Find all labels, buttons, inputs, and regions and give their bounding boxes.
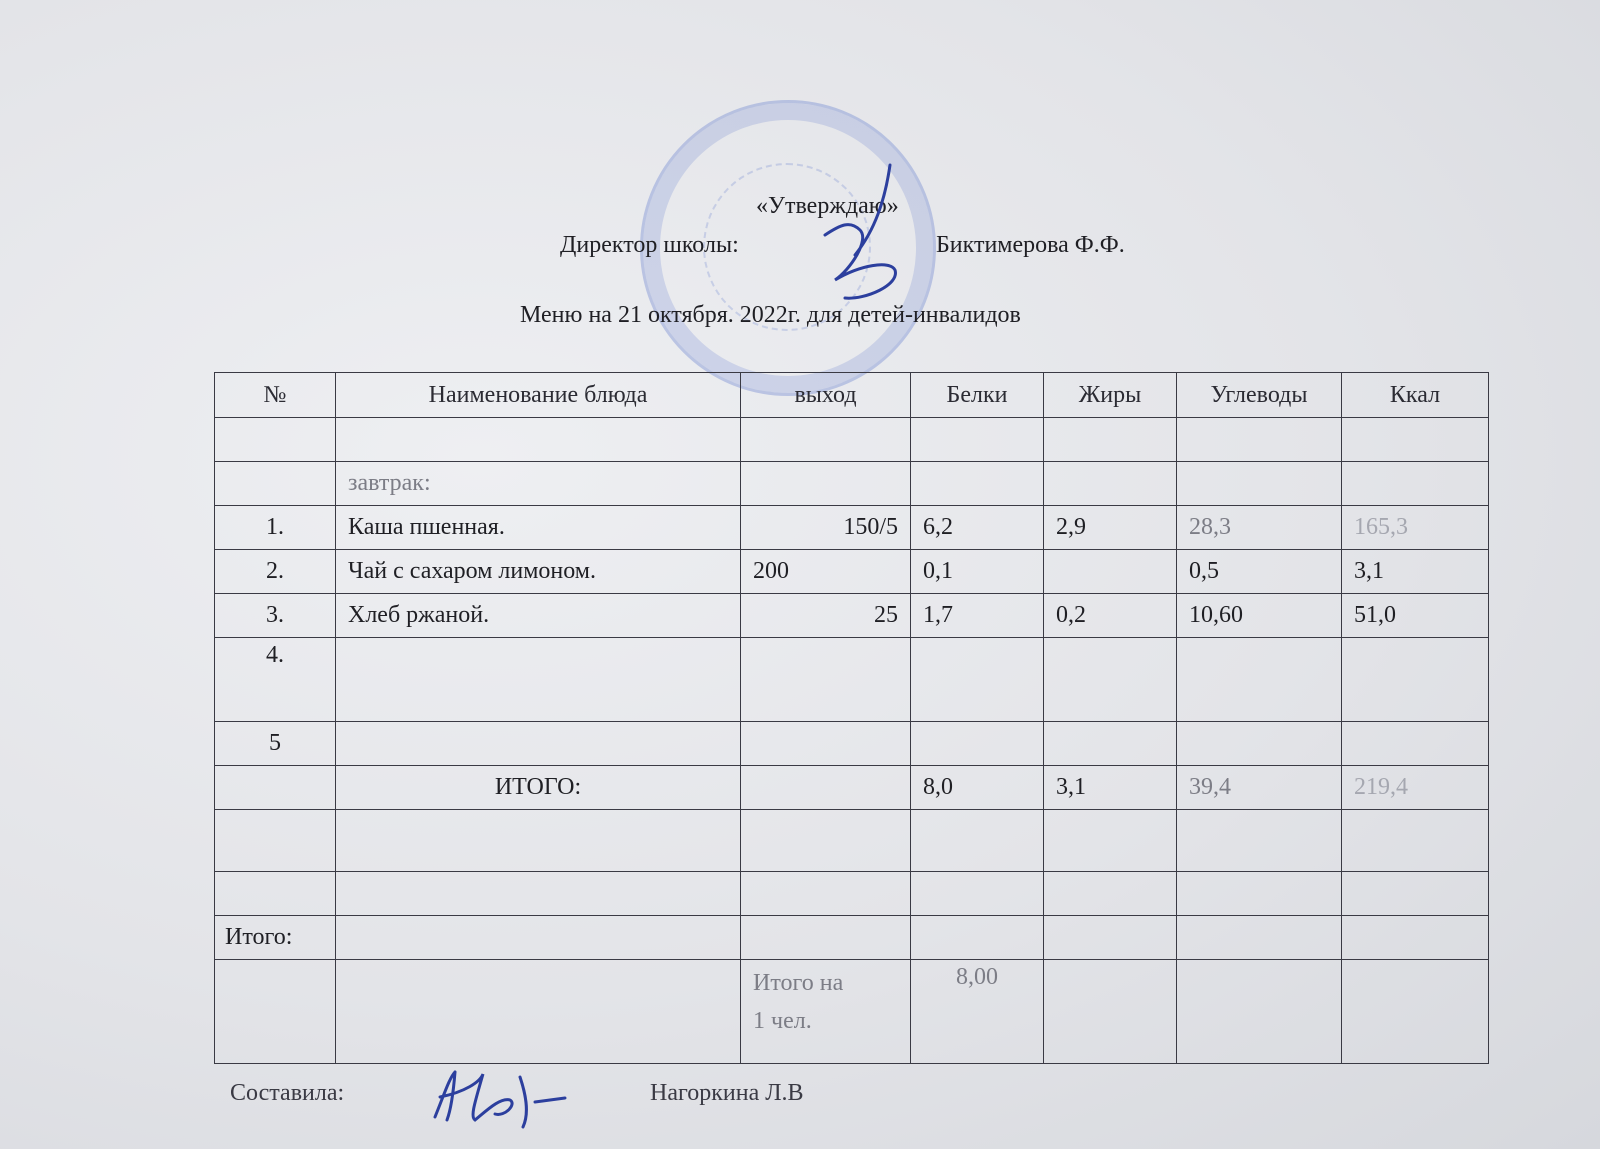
- per-person-label: [741, 960, 911, 1064]
- dish-output: 25: [741, 594, 911, 638]
- compiled-by: [230, 1080, 344, 1107]
- dish-kcal: 165,3: [1342, 506, 1489, 550]
- subtotal-fat: 3,1: [1044, 766, 1177, 810]
- per-person-label-line1: Итого на: [753, 970, 844, 996]
- dish-fat: [1044, 550, 1177, 594]
- dish-output: 200: [741, 550, 911, 594]
- col-header-name: Наименование блюда: [336, 373, 741, 418]
- table-row: [215, 594, 1489, 638]
- table-row-total: [215, 916, 1489, 960]
- dish-carbs: 28,3: [1177, 506, 1342, 550]
- dish-name: Хлеб ржаной.: [336, 594, 741, 638]
- col-header-fat: Жиры: [1044, 373, 1177, 418]
- menu-title: Меню на 21 октября. 2022г. для детей-инвалидов: [520, 302, 1021, 328]
- total-label: Итого:: [215, 916, 336, 960]
- dish-fat: 0,2: [1044, 594, 1177, 638]
- menu-table: [214, 372, 1489, 1064]
- table-header-row: [215, 373, 1489, 418]
- table-row-section: [215, 462, 1489, 506]
- per-person-value: 8,00: [911, 960, 1044, 1064]
- row-num: 5: [215, 722, 336, 766]
- dish-protein: 0,1: [911, 550, 1044, 594]
- dish-kcal: 3,1: [1342, 550, 1489, 594]
- dish-output: 150/5: [741, 506, 911, 550]
- compiled-label: Составила:: [230, 1080, 345, 1106]
- per-person-label-line2: 1 чел.: [753, 1008, 812, 1034]
- table-row: [215, 550, 1489, 594]
- compiled-name: Нагоркина Л.В: [650, 1080, 804, 1106]
- table-row-per-person: [215, 960, 1489, 1064]
- director-label: Директор школы:: [560, 232, 739, 258]
- section-label: завтрак:: [336, 462, 741, 506]
- subtotal-label: ИТОГО:: [336, 766, 741, 810]
- col-header-carbs: Углеводы: [1177, 373, 1342, 418]
- col-header-num: №: [215, 373, 336, 418]
- dish-fat: 2,9: [1044, 506, 1177, 550]
- dish-kcal: 51,0: [1342, 594, 1489, 638]
- dish-carbs: 0,5: [1177, 550, 1342, 594]
- table-row-subtotal: [215, 766, 1489, 810]
- subtotal-protein: 8,0: [911, 766, 1044, 810]
- table-row-empty: [215, 872, 1489, 916]
- table-row: [215, 638, 1489, 722]
- dish-carbs: 10,60: [1177, 594, 1342, 638]
- table-row: [215, 506, 1489, 550]
- table-row-empty: [215, 810, 1489, 872]
- subtotal-carbs: 39,4: [1177, 766, 1342, 810]
- col-header-kcal: Ккал: [1342, 373, 1489, 418]
- approval-heading: «Утверждаю»: [756, 193, 899, 219]
- col-header-protein: Белки: [911, 373, 1044, 418]
- dish-name: Каша пшенная.: [336, 506, 741, 550]
- director-signature: [815, 160, 915, 310]
- col-header-out: выход: [741, 373, 911, 418]
- subtotal-kcal: 219,4: [1342, 766, 1489, 810]
- row-num: 3.: [215, 594, 336, 638]
- row-num: 2.: [215, 550, 336, 594]
- row-num: 4.: [215, 638, 336, 722]
- dish-protein: 6,2: [911, 506, 1044, 550]
- director-name: Биктимерова Ф.Ф.: [936, 232, 1125, 258]
- table-row-empty: [215, 418, 1489, 462]
- table-row: [215, 722, 1489, 766]
- row-num: 1.: [215, 506, 336, 550]
- dish-protein: 1,7: [911, 594, 1044, 638]
- dish-name: Чай с сахаром лимоном.: [336, 550, 741, 594]
- compiler-signature: [425, 1062, 575, 1132]
